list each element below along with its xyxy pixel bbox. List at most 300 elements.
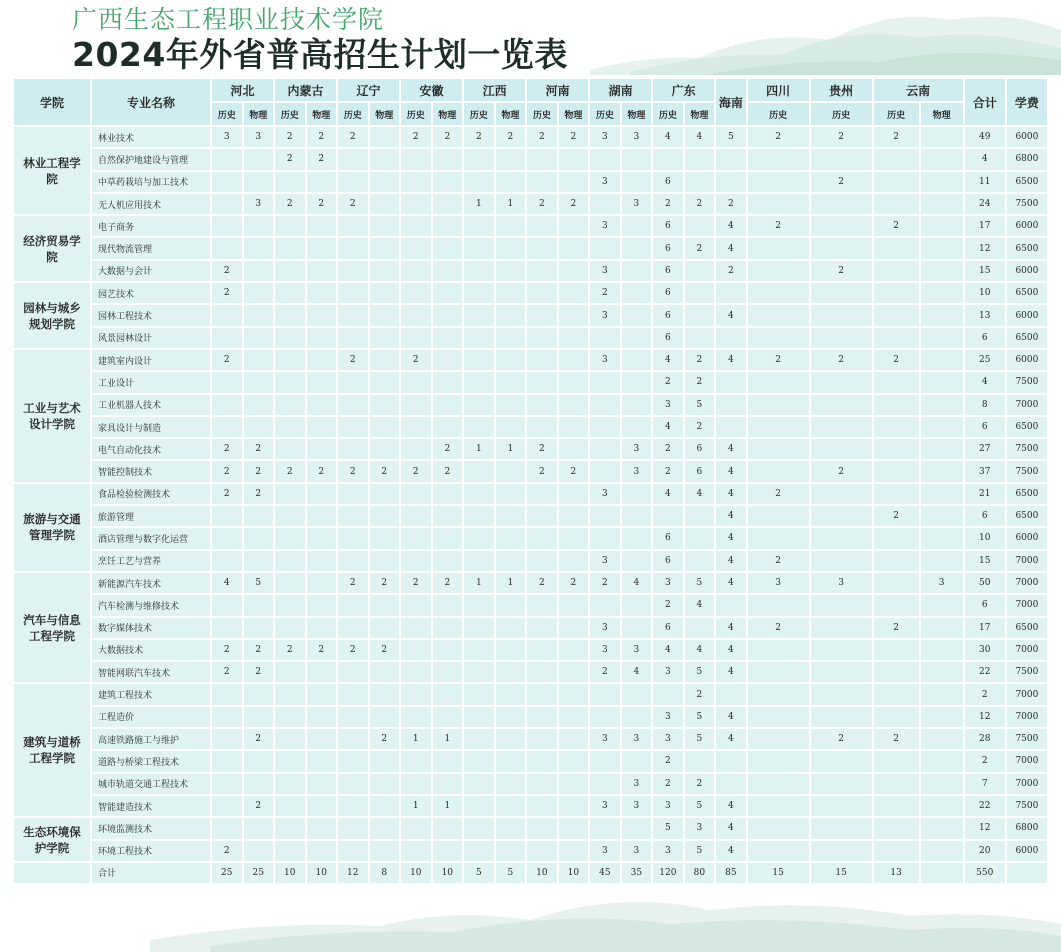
quota-cell [337, 817, 369, 839]
quota-cell [747, 728, 810, 750]
quota-cell [715, 683, 747, 705]
subject-header: 物理 [558, 102, 590, 126]
quota-cell [211, 773, 243, 795]
quota-cell: 2 [243, 639, 275, 661]
quota-cell: 3 [652, 795, 684, 817]
quota-cell: 2 [810, 171, 873, 193]
quota-cell [526, 349, 558, 371]
quota-cell [920, 505, 964, 527]
row-total-cell: 8 [964, 394, 1006, 416]
major-name-cell: 智能建造技术 [91, 795, 211, 817]
quota-cell [463, 550, 495, 572]
quota-cell [747, 594, 810, 616]
quota-cell: 4 [715, 304, 747, 326]
quota-cell [274, 795, 306, 817]
quota-cell [747, 394, 810, 416]
quota-cell [369, 438, 401, 460]
quota-cell: 2 [747, 215, 810, 237]
quota-cell [526, 148, 558, 170]
quota-cell [463, 594, 495, 616]
quota-cell [873, 594, 920, 616]
row-total-cell: 2 [964, 750, 1006, 772]
major-name-cell: 电子商务 [91, 215, 211, 237]
quota-cell [274, 840, 306, 862]
table-row [13, 683, 1048, 705]
quota-cell: 4 [652, 639, 684, 661]
quota-cell [526, 817, 558, 839]
row-total-cell: 50 [964, 572, 1006, 594]
quota-cell: 2 [463, 126, 495, 148]
quota-cell [243, 327, 275, 349]
quota-cell [369, 706, 401, 728]
quota-cell: 2 [526, 193, 558, 215]
subject-header: 历史 [810, 102, 873, 126]
quota-cell [243, 394, 275, 416]
quota-cell [243, 706, 275, 728]
quota-cell [621, 327, 653, 349]
quota-cell: 2 [873, 126, 920, 148]
quota-cell [400, 773, 432, 795]
college-cell: 生态环境保护学院 [13, 817, 91, 862]
major-name-cell: 城市轨道交通工程技术 [91, 773, 211, 795]
subject-header: 物理 [920, 102, 964, 126]
quota-cell [558, 371, 590, 393]
quota-cell [558, 215, 590, 237]
quota-cell [369, 304, 401, 326]
quota-cell [432, 394, 464, 416]
subject-header: 历史 [463, 102, 495, 126]
quota-cell [400, 237, 432, 259]
table-row [13, 795, 1048, 817]
row-total-cell: 2 [964, 683, 1006, 705]
tuition-fee-cell: 6500 [1006, 416, 1048, 438]
quota-cell: 2 [684, 349, 716, 371]
quota-cell: 2 [400, 126, 432, 148]
major-name-cell: 高速铁路施工与维护 [91, 728, 211, 750]
quota-cell: 2 [243, 795, 275, 817]
quota-cell: 6 [684, 438, 716, 460]
table-row [13, 126, 1048, 148]
quota-cell [432, 237, 464, 259]
province-header: 贵州 [810, 78, 873, 102]
quota-cell [243, 260, 275, 282]
quota-cell: 4 [715, 817, 747, 839]
quota-cell [274, 282, 306, 304]
total-quota-cell: 35 [621, 862, 653, 884]
quota-cell [306, 282, 338, 304]
major-name-cell: 大数据技术 [91, 639, 211, 661]
quota-cell [873, 171, 920, 193]
totals-fee-cell [1006, 862, 1048, 884]
quota-cell [920, 617, 964, 639]
quota-cell [747, 460, 810, 482]
table-row [13, 639, 1048, 661]
quota-cell: 2 [652, 193, 684, 215]
quota-cell [873, 327, 920, 349]
quota-cell [621, 371, 653, 393]
quota-cell [400, 438, 432, 460]
quota-cell: 3 [589, 126, 621, 148]
quota-cell [337, 683, 369, 705]
quota-cell [243, 304, 275, 326]
quota-cell [274, 706, 306, 728]
quota-cell [211, 683, 243, 705]
quota-cell: 2 [306, 639, 338, 661]
quota-cell [495, 304, 527, 326]
quota-cell [810, 505, 873, 527]
quota-cell [369, 394, 401, 416]
quota-cell: 3 [589, 550, 621, 572]
subject-header: 历史 [873, 102, 920, 126]
total-quota-cell: 80 [684, 862, 716, 884]
quota-cell: 3 [211, 126, 243, 148]
quota-cell [369, 683, 401, 705]
quota-cell [558, 171, 590, 193]
quota-cell [274, 773, 306, 795]
college-cell: 工业与艺术设计学院 [13, 349, 91, 483]
total-quota-cell: 15 [747, 862, 810, 884]
quota-cell: 3 [589, 795, 621, 817]
total-quota-cell: 12 [337, 862, 369, 884]
quota-cell [810, 840, 873, 862]
table-row [13, 527, 1048, 549]
quota-cell [526, 750, 558, 772]
quota-cell [558, 661, 590, 683]
tuition-fee-cell: 7000 [1006, 750, 1048, 772]
quota-cell: 2 [369, 460, 401, 482]
quota-cell: 2 [243, 483, 275, 505]
quota-cell [369, 215, 401, 237]
quota-cell [873, 260, 920, 282]
quota-cell [526, 483, 558, 505]
quota-cell [306, 617, 338, 639]
quota-cell [873, 416, 920, 438]
table-row [13, 394, 1048, 416]
quota-cell [432, 483, 464, 505]
quota-cell [810, 394, 873, 416]
quota-cell [463, 840, 495, 862]
table-row [13, 706, 1048, 728]
quota-cell [337, 327, 369, 349]
table-row [13, 237, 1048, 259]
quota-cell: 6 [652, 282, 684, 304]
quota-cell [306, 728, 338, 750]
quota-cell [652, 148, 684, 170]
quota-cell [463, 617, 495, 639]
quota-cell [621, 527, 653, 549]
quota-cell: 3 [652, 728, 684, 750]
total-quota-cell: 10 [526, 862, 558, 884]
quota-cell [369, 237, 401, 259]
quota-cell: 2 [810, 126, 873, 148]
quota-cell [684, 750, 716, 772]
mountain-decoration-top [590, 0, 1061, 75]
major-name-cell: 电气自动化技术 [91, 438, 211, 460]
quota-cell [810, 683, 873, 705]
tuition-fee-cell: 6500 [1006, 327, 1048, 349]
total-quota-cell: 10 [558, 862, 590, 884]
quota-cell [495, 505, 527, 527]
quota-cell [810, 795, 873, 817]
quota-cell: 2 [873, 617, 920, 639]
major-name-cell: 中草药栽培与加工技术 [91, 171, 211, 193]
quota-cell [306, 416, 338, 438]
quota-cell [274, 483, 306, 505]
quota-cell: 2 [652, 594, 684, 616]
quota-cell [369, 193, 401, 215]
quota-cell: 2 [306, 126, 338, 148]
quota-cell: 2 [873, 215, 920, 237]
quota-cell [432, 750, 464, 772]
quota-cell [747, 304, 810, 326]
quota-cell [747, 527, 810, 549]
quota-cell [337, 550, 369, 572]
quota-cell [211, 817, 243, 839]
quota-cell [920, 527, 964, 549]
quota-cell [684, 260, 716, 282]
quota-cell [495, 483, 527, 505]
quota-cell [684, 617, 716, 639]
quota-cell: 2 [652, 750, 684, 772]
quota-cell [873, 237, 920, 259]
quota-cell [243, 171, 275, 193]
quota-cell [337, 148, 369, 170]
quota-cell: 2 [526, 126, 558, 148]
quota-cell [873, 550, 920, 572]
quota-cell [432, 639, 464, 661]
tuition-fee-cell: 7000 [1006, 594, 1048, 616]
quota-cell [211, 148, 243, 170]
quota-cell [810, 371, 873, 393]
major-name-cell: 现代物流管理 [91, 237, 211, 259]
quota-cell [495, 394, 527, 416]
quota-cell [920, 148, 964, 170]
quota-cell [306, 237, 338, 259]
quota-cell [369, 483, 401, 505]
subject-header: 物理 [369, 102, 401, 126]
quota-cell [715, 773, 747, 795]
college-cell: 经济贸易学院 [13, 215, 91, 282]
quota-cell [369, 282, 401, 304]
major-name-cell: 智能网联汽车技术 [91, 661, 211, 683]
quota-cell [274, 817, 306, 839]
quota-cell [463, 505, 495, 527]
quota-cell: 2 [810, 349, 873, 371]
quota-cell [873, 572, 920, 594]
total-quota-cell: 8 [369, 862, 401, 884]
quota-cell [920, 126, 964, 148]
quota-cell: 2 [369, 728, 401, 750]
quota-cell [526, 527, 558, 549]
quota-cell [243, 215, 275, 237]
totals-label-cell: 合计 [91, 862, 211, 884]
quota-cell [526, 371, 558, 393]
table-row [13, 215, 1048, 237]
quota-cell [400, 260, 432, 282]
quota-cell [463, 416, 495, 438]
quota-cell: 2 [558, 126, 590, 148]
quota-cell [558, 237, 590, 259]
quota-cell [873, 706, 920, 728]
quota-cell [211, 750, 243, 772]
quota-cell [211, 171, 243, 193]
quota-cell [810, 237, 873, 259]
quota-cell [747, 706, 810, 728]
quota-cell: 2 [337, 572, 369, 594]
quota-cell: 2 [589, 661, 621, 683]
quota-cell [558, 282, 590, 304]
quota-cell [274, 416, 306, 438]
total-quota-cell: 120 [652, 862, 684, 884]
quota-cell [306, 773, 338, 795]
quota-cell: 4 [684, 483, 716, 505]
quota-cell [400, 282, 432, 304]
quota-cell: 4 [715, 572, 747, 594]
quota-cell: 4 [621, 661, 653, 683]
row-total-cell: 4 [964, 371, 1006, 393]
quota-cell [715, 171, 747, 193]
quota-cell [400, 594, 432, 616]
row-total-cell: 17 [964, 617, 1006, 639]
quota-cell [337, 394, 369, 416]
row-total-cell: 30 [964, 639, 1006, 661]
quota-cell [274, 327, 306, 349]
quota-cell: 5 [684, 728, 716, 750]
quota-cell [810, 438, 873, 460]
quota-cell [432, 171, 464, 193]
quota-cell [337, 527, 369, 549]
tuition-fee-cell: 6500 [1006, 171, 1048, 193]
quota-cell [337, 617, 369, 639]
quota-cell [558, 550, 590, 572]
quota-cell: 2 [337, 460, 369, 482]
tuition-fee-cell: 6500 [1006, 237, 1048, 259]
quota-cell [920, 639, 964, 661]
col-fee-header: 学费 [1006, 78, 1048, 126]
quota-cell: 2 [369, 639, 401, 661]
quota-cell [920, 683, 964, 705]
quota-cell: 3 [589, 840, 621, 862]
quota-cell [243, 550, 275, 572]
quota-cell [211, 795, 243, 817]
table-row [13, 193, 1048, 215]
table-row [13, 460, 1048, 482]
quota-cell [526, 795, 558, 817]
quota-cell [463, 773, 495, 795]
quota-cell [684, 505, 716, 527]
quota-cell: 2 [211, 639, 243, 661]
quota-cell [747, 773, 810, 795]
subject-header: 物理 [684, 102, 716, 126]
quota-cell [526, 327, 558, 349]
quota-cell [369, 661, 401, 683]
quota-cell [920, 706, 964, 728]
table-row [13, 728, 1048, 750]
quota-cell [369, 148, 401, 170]
quota-cell [400, 171, 432, 193]
quota-cell: 2 [337, 126, 369, 148]
quota-cell [747, 438, 810, 460]
total-quota-cell: 85 [715, 862, 747, 884]
table-row [13, 371, 1048, 393]
quota-cell [621, 750, 653, 772]
quota-cell [337, 371, 369, 393]
quota-cell: 3 [810, 572, 873, 594]
quota-cell [810, 193, 873, 215]
quota-cell [274, 171, 306, 193]
table-row [13, 550, 1048, 572]
quota-cell [463, 527, 495, 549]
quota-cell [337, 795, 369, 817]
quota-cell [621, 394, 653, 416]
quota-cell [274, 728, 306, 750]
quota-cell: 5 [684, 795, 716, 817]
quota-cell [747, 639, 810, 661]
quota-cell: 4 [715, 795, 747, 817]
quota-cell [495, 639, 527, 661]
quota-cell: 2 [337, 349, 369, 371]
major-name-cell: 酒店管理与数字化运营 [91, 527, 211, 549]
quota-cell: 1 [463, 193, 495, 215]
quota-cell [432, 773, 464, 795]
quota-cell [495, 171, 527, 193]
quota-cell [400, 215, 432, 237]
quota-cell: 2 [243, 728, 275, 750]
quota-cell: 2 [243, 460, 275, 482]
quota-cell: 5 [652, 817, 684, 839]
quota-cell: 2 [211, 840, 243, 862]
college-cell: 林业工程学院 [13, 126, 91, 215]
province-header: 内蒙古 [274, 78, 337, 102]
quota-cell: 6 [652, 327, 684, 349]
table-row [13, 171, 1048, 193]
quota-cell [747, 840, 810, 862]
quota-cell [495, 237, 527, 259]
quota-cell [495, 728, 527, 750]
quota-cell [558, 304, 590, 326]
tuition-fee-cell: 7000 [1006, 550, 1048, 572]
row-total-cell: 7 [964, 773, 1006, 795]
quota-cell [274, 237, 306, 259]
quota-cell: 6 [652, 617, 684, 639]
quota-cell [873, 394, 920, 416]
quota-cell [558, 773, 590, 795]
total-quota-cell: 5 [463, 862, 495, 884]
major-name-cell: 无人机应用技术 [91, 193, 211, 215]
quota-cell [558, 483, 590, 505]
quota-cell [463, 260, 495, 282]
quota-cell: 2 [684, 416, 716, 438]
quota-cell [810, 282, 873, 304]
table-row [13, 505, 1048, 527]
quota-cell [400, 505, 432, 527]
quota-cell [495, 416, 527, 438]
quota-cell [810, 416, 873, 438]
quota-cell: 6 [684, 460, 716, 482]
quota-cell [621, 148, 653, 170]
quota-cell: 2 [810, 260, 873, 282]
table-row [13, 572, 1048, 594]
quota-cell: 2 [526, 438, 558, 460]
quota-cell [495, 773, 527, 795]
quota-cell [243, 617, 275, 639]
page-header [72, 6, 568, 74]
quota-cell: 3 [621, 795, 653, 817]
quota-cell: 2 [274, 639, 306, 661]
row-total-cell: 24 [964, 193, 1006, 215]
quota-cell: 2 [526, 572, 558, 594]
quota-cell [463, 460, 495, 482]
